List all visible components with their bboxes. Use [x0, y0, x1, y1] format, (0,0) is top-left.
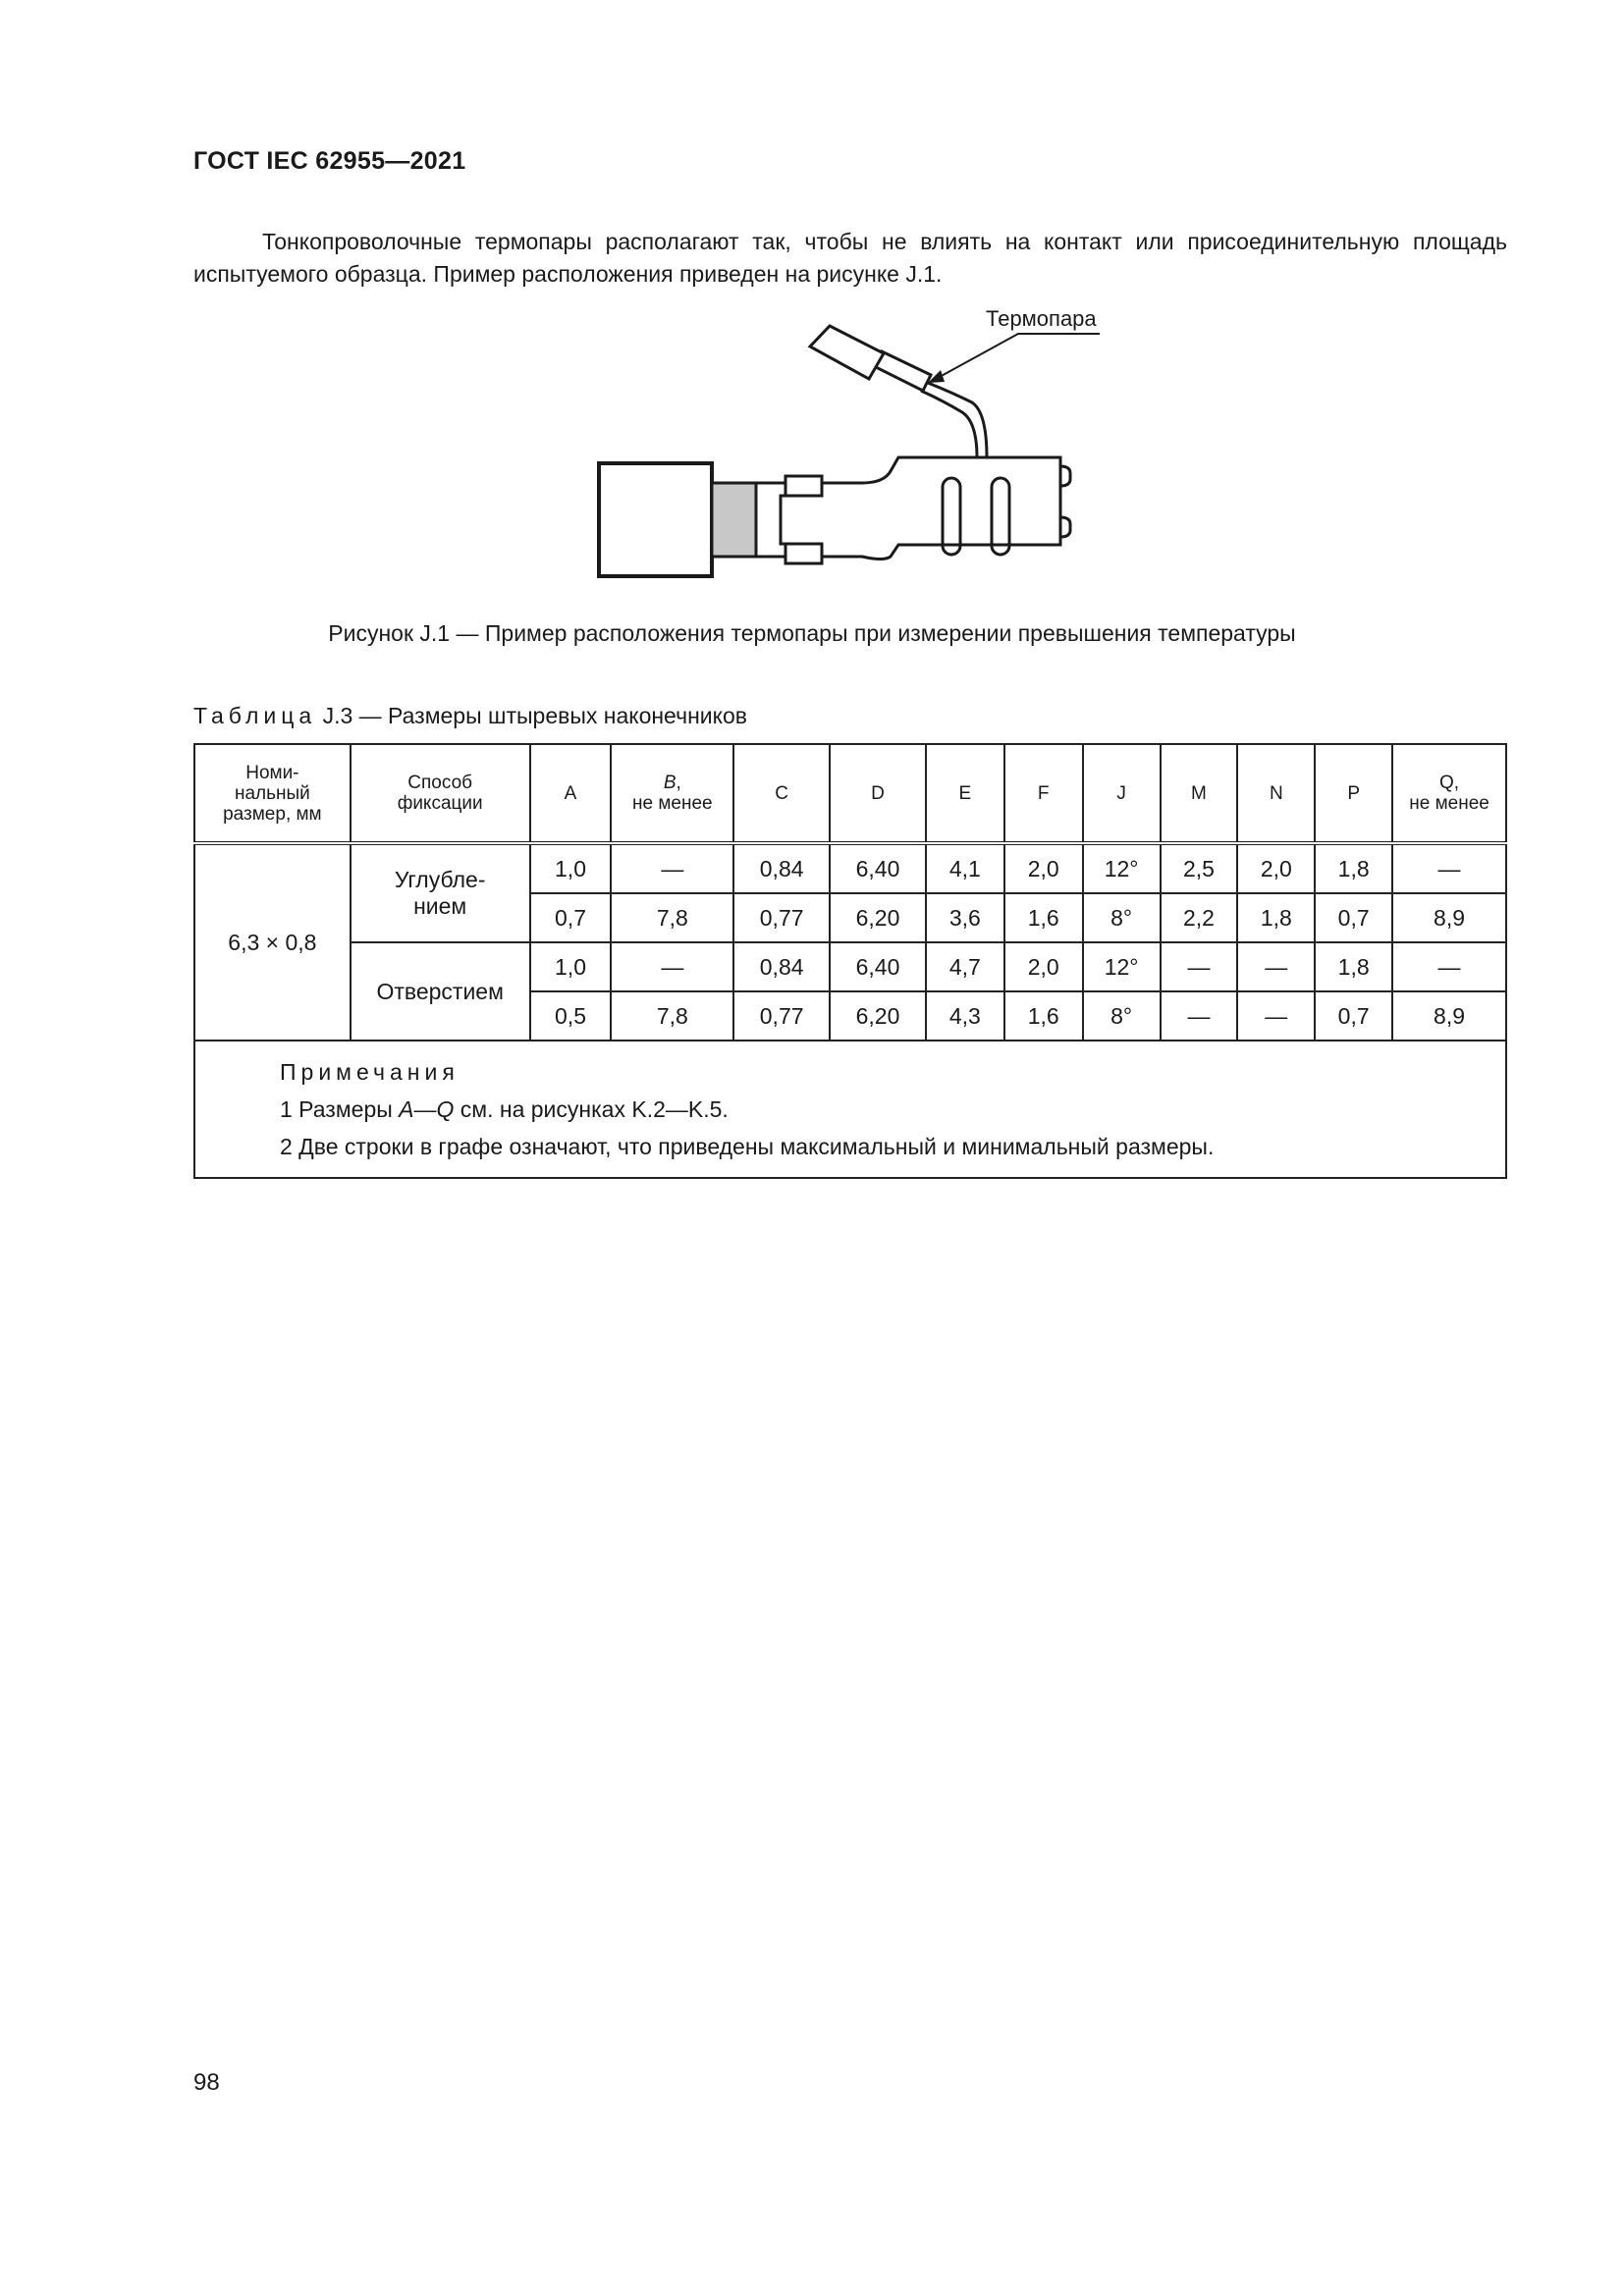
cell: — [1237, 942, 1315, 991]
cell: 8,9 [1392, 991, 1506, 1041]
header-n: N [1237, 744, 1315, 843]
cell: 8,9 [1392, 893, 1506, 942]
slot-right [992, 478, 1009, 555]
cell: 1,8 [1237, 893, 1315, 942]
cell: 0,77 [733, 991, 830, 1041]
header-fixing-method: Способ фиксации [351, 744, 530, 843]
cell: 1,8 [1315, 942, 1392, 991]
cell: 4,1 [926, 843, 1004, 893]
body-paragraph [193, 226, 1507, 291]
table-title-prefix: Таблица [193, 703, 317, 728]
paragraph-text: Тонкопроволочные термопары располагают так, чтобы не влиять на контакт или присоединительную площадь испытуемого образца. Пример расположения приведен на рисунке J.1. [193, 229, 1507, 287]
table-title-text: J.3 — Размеры штыревых наконечников [316, 703, 747, 728]
cell: 1,6 [1004, 893, 1083, 942]
cell: 6,20 [830, 893, 926, 942]
table-header-row [194, 744, 1506, 843]
notes-row [194, 1041, 1506, 1178]
thermocouple-figure [589, 304, 1119, 599]
header-c: C [733, 744, 830, 843]
cell: 7,8 [611, 893, 733, 942]
cell: 0,77 [733, 893, 830, 942]
cell: 1,0 [530, 942, 612, 991]
cell: 2,0 [1004, 942, 1083, 991]
table-notes [194, 1041, 1506, 1178]
cell: 2,2 [1161, 893, 1238, 942]
cell: 4,7 [926, 942, 1004, 991]
note-1: 1 Размеры A—Q см. на рисунках K.2—K.5. [280, 1096, 729, 1122]
leader-line [938, 334, 1100, 378]
cell: 2,5 [1161, 843, 1238, 893]
header-d: D [830, 744, 926, 843]
thermocouple-label: Термопара [986, 306, 1097, 331]
cell: 4,3 [926, 991, 1004, 1041]
cell: — [611, 942, 733, 991]
cell: 1,8 [1315, 843, 1392, 893]
cell: 0,7 [1315, 893, 1392, 942]
header-nominal-size: Номи- нальный размер, мм [194, 744, 351, 843]
cell: 6,40 [830, 843, 926, 893]
cell: 0,84 [733, 843, 830, 893]
cell: 8° [1083, 893, 1161, 942]
cell: — [1237, 991, 1315, 1041]
note-2: 2 Две строки в графе означают, что приведены максимальный и минимальный размеры. [280, 1134, 1215, 1159]
nominal-size-cell: 6,3 × 0,8 [194, 843, 351, 1041]
cell: 2,0 [1004, 843, 1083, 893]
dimensions-table [193, 743, 1507, 1179]
cell: 12° [1083, 843, 1161, 893]
header-a: A [530, 744, 612, 843]
slot-left [943, 478, 960, 555]
cell: 6,40 [830, 942, 926, 991]
cell: 12° [1083, 942, 1161, 991]
cell: — [1161, 991, 1238, 1041]
cell: 6,20 [830, 991, 926, 1041]
header-b: B, не менее [611, 744, 733, 843]
cell: 0,84 [733, 942, 830, 991]
table-row [194, 843, 1506, 893]
cell: — [611, 843, 733, 893]
cell: 8° [1083, 991, 1161, 1041]
table-title [193, 703, 747, 729]
document-header: ГОСТ IEC 62955—2021 [193, 147, 466, 175]
header-j: J [1083, 744, 1161, 843]
page-number: 98 [193, 2069, 220, 2096]
header-e: E [926, 744, 1004, 843]
notes-heading: Примечания [280, 1059, 460, 1085]
method-cell: Отверстием [351, 942, 530, 1041]
header-m: M [1161, 744, 1238, 843]
figure-caption: Рисунок J.1 — Пример расположения термопары при измерении превышения температуры [328, 620, 1296, 646]
cell: 0,7 [530, 893, 612, 942]
crimp-tab-bottom [785, 544, 822, 563]
connector-body [599, 463, 712, 576]
cell: 0,7 [1315, 991, 1392, 1041]
cell: 1,0 [530, 843, 612, 893]
method-cell: Углубле- нием [351, 843, 530, 942]
header-f: F [1004, 744, 1083, 843]
cell: — [1161, 942, 1238, 991]
header-p: P [1315, 744, 1392, 843]
cell: 2,0 [1237, 843, 1315, 893]
header-q: Q, не менее [1392, 744, 1506, 843]
thermocouple-sheath [810, 326, 884, 379]
insulation-sleeve [712, 483, 756, 557]
crimp-tab-top [785, 476, 822, 496]
table-row [194, 942, 1506, 991]
cell: 1,6 [1004, 991, 1083, 1041]
cell: — [1392, 843, 1506, 893]
cell: — [1392, 942, 1506, 991]
cell: 0,5 [530, 991, 612, 1041]
cell: 7,8 [611, 991, 733, 1041]
cell: 3,6 [926, 893, 1004, 942]
